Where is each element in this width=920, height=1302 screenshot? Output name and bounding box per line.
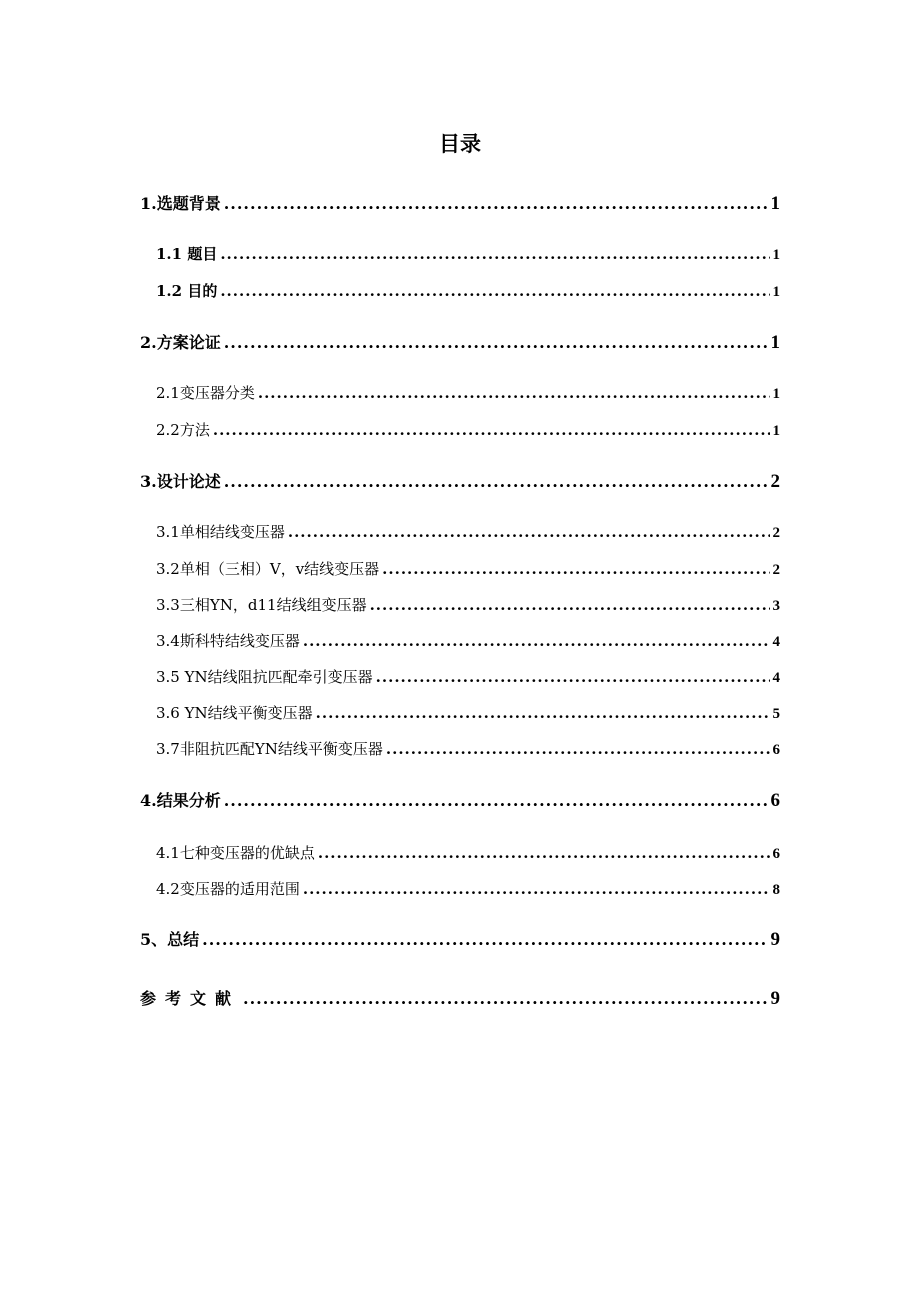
toc-entry-3-7[interactable] [156, 736, 780, 762]
toc-entry-4[interactable] [140, 787, 780, 815]
toc-page-number: 9 [770, 929, 780, 950]
toc-entry-2[interactable] [140, 329, 780, 357]
toc-page-number: 6 [770, 790, 780, 811]
toc-entry-2-2[interactable] [156, 417, 780, 443]
toc-leader [370, 592, 770, 618]
toc-leader [318, 840, 770, 866]
toc-label: 4.2变压器的适用范围 [156, 880, 300, 898]
toc-label: 3.6 YN结线平衡变压器 [156, 704, 313, 722]
toc-label: 3.3三相YN，d11结线组变压器 [156, 596, 367, 614]
toc-page-number: 2 [770, 471, 780, 492]
toc-leader [376, 664, 770, 690]
toc-leader [224, 190, 768, 218]
toc-label: 1.2 目的 [156, 282, 218, 300]
toc-page-number: 6 [772, 742, 780, 758]
toc-entry-3-5[interactable] [156, 664, 780, 690]
toc-label: 3.2单相（三相）V，v结线变压器 [156, 560, 380, 578]
toc-leader [243, 985, 767, 1013]
toc-entry-references[interactable] [140, 985, 780, 1013]
toc-label: 4.1七种变压器的优缺点 [156, 844, 315, 862]
toc-label: 5、总结 [140, 930, 200, 949]
toc-leader [303, 628, 770, 654]
toc-entry-1-2[interactable] [156, 278, 780, 304]
toc-page-number: 6 [772, 846, 780, 862]
toc-entry-5[interactable] [140, 926, 780, 954]
toc-label: 1.选题背景 [140, 194, 221, 213]
toc-page-number: 1 [772, 423, 780, 439]
toc-page-number: 1 [770, 332, 780, 353]
toc-page-number: 1 [772, 247, 780, 263]
toc-page-number: 9 [770, 988, 780, 1009]
toc-label: 3.设计论述 [140, 472, 221, 491]
toc-leader [224, 787, 768, 815]
toc-leader [220, 241, 769, 267]
toc-leader [382, 556, 769, 582]
toc-entry-1-1[interactable] [156, 241, 780, 267]
toc-entry-3-2[interactable] [156, 556, 780, 582]
toc-label: 3.7非阻抗匹配YN结线平衡变压器 [156, 740, 383, 758]
toc-leader [224, 468, 768, 496]
toc-entry-1[interactable] [140, 190, 780, 218]
toc-entry-3-6[interactable] [156, 700, 780, 726]
toc-leader [202, 926, 767, 954]
toc-leader [288, 519, 770, 545]
toc-label: 2.1变压器分类 [156, 384, 255, 402]
toc-entry-3-1[interactable] [156, 519, 780, 545]
page-title: 目录 [439, 132, 481, 156]
toc-label: 参考文献 [140, 989, 241, 1008]
toc-entry-4-2[interactable] [156, 876, 780, 902]
toc-label: 3.4斯科特结线变压器 [156, 632, 300, 650]
toc-leader [220, 278, 769, 304]
toc-entry-3[interactable] [140, 468, 780, 496]
toc-leader [316, 700, 770, 726]
toc-page-number: 1 [772, 386, 780, 402]
toc-page-number: 4 [772, 634, 780, 650]
toc-leader [303, 876, 770, 902]
toc-page-number: 1 [772, 284, 780, 300]
toc-entry-3-4[interactable] [156, 628, 780, 654]
toc-entry-2-1[interactable] [156, 380, 780, 406]
toc-page-number: 3 [772, 598, 780, 614]
toc-page-number: 2 [772, 525, 780, 541]
toc-label: 3.5 YN结线阻抗匹配牵引变压器 [156, 668, 373, 686]
toc-entry-4-1[interactable] [156, 840, 780, 866]
toc-page-number: 2 [772, 562, 780, 578]
toc-entry-3-3[interactable] [156, 592, 780, 618]
toc-label: 4.结果分析 [140, 791, 221, 810]
toc-page-number: 5 [772, 706, 780, 722]
toc-leader [224, 329, 768, 357]
toc-label: 1.1 题目 [156, 245, 218, 263]
toc-page-number: 1 [770, 193, 780, 214]
toc-label: 3.1单相结线变压器 [156, 523, 285, 541]
toc-page-number: 4 [772, 670, 780, 686]
toc-page-number: 8 [772, 882, 780, 898]
toc-label: 2.方案论证 [140, 333, 221, 352]
toc-leader [386, 736, 770, 762]
toc-leader [258, 380, 770, 406]
toc-leader [213, 417, 770, 443]
toc-label: 2.2方法 [156, 421, 210, 439]
